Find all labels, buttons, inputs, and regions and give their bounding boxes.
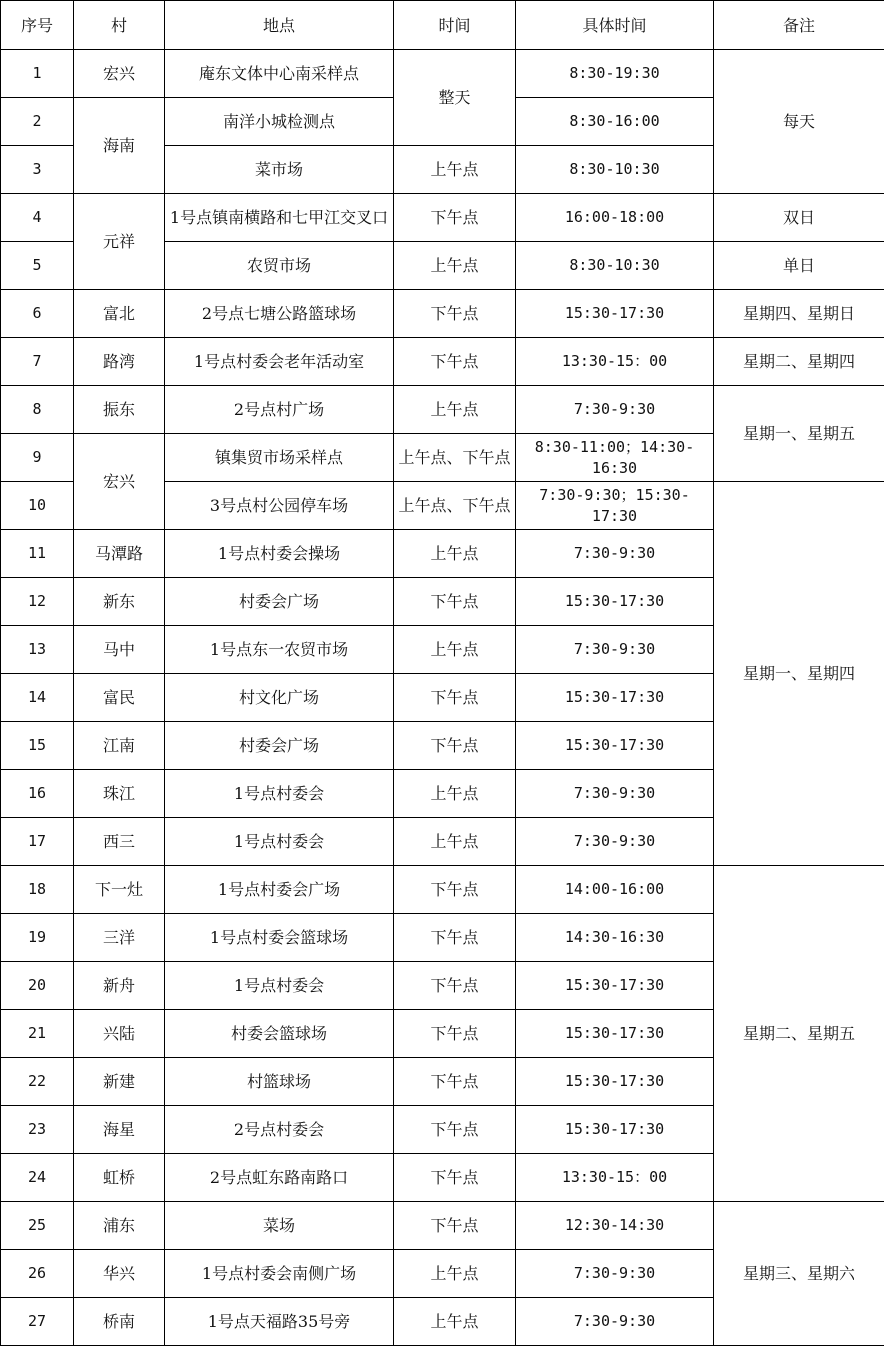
header-time: 具体时间 [516, 1, 714, 50]
cell-place: 菜市场 [165, 146, 394, 194]
cell-period: 下午点 [394, 194, 516, 242]
cell-time: 15:30-17:30 [516, 962, 714, 1010]
cell-place: 1号点东一农贸市场 [165, 626, 394, 674]
cell-no: 4 [1, 194, 74, 242]
cell-time: 13:30-15：00 [516, 1154, 714, 1202]
cell-village: 马潭路 [74, 530, 165, 578]
cell-period: 整天 [394, 50, 516, 146]
cell-time: 7:30-9:30 [516, 530, 714, 578]
cell-village: 兴陆 [74, 1010, 165, 1058]
cell-place: 1号点村委会 [165, 962, 394, 1010]
cell-time: 8:30-19:30 [516, 50, 714, 98]
cell-village: 珠江 [74, 770, 165, 818]
cell-village: 下一灶 [74, 866, 165, 914]
cell-no: 13 [1, 626, 74, 674]
cell-no: 18 [1, 866, 74, 914]
header-note: 备注 [714, 1, 884, 50]
cell-village: 振东 [74, 386, 165, 434]
cell-no: 17 [1, 818, 74, 866]
cell-no: 5 [1, 242, 74, 290]
cell-village: 虹桥 [74, 1154, 165, 1202]
cell-place: 菜场 [165, 1202, 394, 1250]
cell-place: 1号点村委会 [165, 818, 394, 866]
cell-no: 9 [1, 434, 74, 482]
cell-village: 海南 [74, 98, 165, 194]
cell-note: 星期四、星期日 [714, 290, 884, 338]
cell-village: 西三 [74, 818, 165, 866]
cell-no: 24 [1, 1154, 74, 1202]
cell-no: 2 [1, 98, 74, 146]
cell-period: 下午点 [394, 338, 516, 386]
cell-village: 新建 [74, 1058, 165, 1106]
cell-no: 27 [1, 1298, 74, 1346]
cell-time: 15:30-17:30 [516, 722, 714, 770]
cell-village: 桥南 [74, 1298, 165, 1346]
cell-time: 15:30-17:30 [516, 1010, 714, 1058]
header-row [1, 1, 884, 50]
cell-village: 宏兴 [74, 434, 165, 530]
cell-period: 下午点 [394, 866, 516, 914]
table-row [1, 50, 884, 98]
cell-time: 7:30-9:30；15:30-17:30 [516, 482, 714, 530]
cell-village: 海星 [74, 1106, 165, 1154]
cell-village: 华兴 [74, 1250, 165, 1298]
cell-village: 江南 [74, 722, 165, 770]
cell-place: 南洋小城检测点 [165, 98, 394, 146]
cell-period: 下午点 [394, 674, 516, 722]
cell-time: 8:30-10:30 [516, 242, 714, 290]
cell-period: 下午点 [394, 722, 516, 770]
table-row [1, 290, 884, 338]
cell-place: 1号点村委会广场 [165, 866, 394, 914]
cell-place: 村委会篮球场 [165, 1010, 394, 1058]
cell-note: 星期一、星期五 [714, 386, 884, 482]
cell-time: 7:30-9:30 [516, 386, 714, 434]
cell-village: 富北 [74, 290, 165, 338]
table-row [1, 194, 884, 242]
cell-place: 镇集贸市场采样点 [165, 434, 394, 482]
cell-time: 7:30-9:30 [516, 1298, 714, 1346]
cell-place: 1号点村委会老年活动室 [165, 338, 394, 386]
cell-place: 2号点村广场 [165, 386, 394, 434]
cell-no: 12 [1, 578, 74, 626]
cell-place: 村文化广场 [165, 674, 394, 722]
table-row [1, 1202, 884, 1250]
cell-village: 马中 [74, 626, 165, 674]
cell-period: 下午点 [394, 1058, 516, 1106]
cell-no: 16 [1, 770, 74, 818]
cell-village: 新舟 [74, 962, 165, 1010]
cell-period: 下午点 [394, 290, 516, 338]
cell-no: 10 [1, 482, 74, 530]
cell-period: 下午点 [394, 1010, 516, 1058]
cell-place: 1号点村委会南侧广场 [165, 1250, 394, 1298]
cell-no: 19 [1, 914, 74, 962]
cell-period: 上午点 [394, 386, 516, 434]
table-row [1, 386, 884, 434]
table-row [1, 866, 884, 914]
cell-time: 7:30-9:30 [516, 770, 714, 818]
cell-note: 星期一、星期四 [714, 482, 884, 866]
header-no: 序号 [1, 1, 74, 50]
cell-place: 村委会广场 [165, 722, 394, 770]
cell-time: 8:30-11:00；14:30-16:30 [516, 434, 714, 482]
cell-time: 7:30-9:30 [516, 818, 714, 866]
cell-place: 2号点村委会 [165, 1106, 394, 1154]
cell-place: 1号点村委会 [165, 770, 394, 818]
cell-village: 宏兴 [74, 50, 165, 98]
cell-time: 14:00-16:00 [516, 866, 714, 914]
cell-no: 25 [1, 1202, 74, 1250]
cell-place: 3号点村公园停车场 [165, 482, 394, 530]
cell-no: 6 [1, 290, 74, 338]
cell-place: 村委会广场 [165, 578, 394, 626]
cell-time: 7:30-9:30 [516, 626, 714, 674]
cell-period: 上午点、下午点 [394, 482, 516, 530]
cell-note: 星期三、星期六 [714, 1202, 884, 1346]
cell-village: 新东 [74, 578, 165, 626]
cell-place: 村篮球场 [165, 1058, 394, 1106]
cell-no: 11 [1, 530, 74, 578]
cell-no: 7 [1, 338, 74, 386]
header-village: 村 [74, 1, 165, 50]
cell-place: 1号点村委会操场 [165, 530, 394, 578]
cell-place: 2号点七塘公路篮球场 [165, 290, 394, 338]
cell-no: 14 [1, 674, 74, 722]
cell-no: 22 [1, 1058, 74, 1106]
cell-period: 下午点 [394, 1202, 516, 1250]
cell-period: 上午点 [394, 146, 516, 194]
cell-time: 14:30-16:30 [516, 914, 714, 962]
cell-note: 星期二、星期四 [714, 338, 884, 386]
cell-time: 15:30-17:30 [516, 578, 714, 626]
cell-period: 上午点 [394, 1250, 516, 1298]
cell-no: 20 [1, 962, 74, 1010]
cell-time: 12:30-14:30 [516, 1202, 714, 1250]
cell-village: 浦东 [74, 1202, 165, 1250]
cell-period: 上午点 [394, 626, 516, 674]
cell-period: 上午点 [394, 1298, 516, 1346]
cell-no: 23 [1, 1106, 74, 1154]
header-place: 地点 [165, 1, 394, 50]
cell-place: 1号点天福路35号旁 [165, 1298, 394, 1346]
cell-note: 每天 [714, 50, 884, 194]
cell-period: 下午点 [394, 1106, 516, 1154]
cell-note: 双日 [714, 194, 884, 242]
cell-no: 1 [1, 50, 74, 98]
cell-time: 8:30-16:00 [516, 98, 714, 146]
cell-period: 上午点 [394, 242, 516, 290]
cell-village: 三洋 [74, 914, 165, 962]
cell-note: 单日 [714, 242, 884, 290]
cell-time: 15:30-17:30 [516, 290, 714, 338]
cell-period: 上午点 [394, 818, 516, 866]
cell-place: 庵东文体中心南采样点 [165, 50, 394, 98]
cell-no: 26 [1, 1250, 74, 1298]
cell-no: 21 [1, 1010, 74, 1058]
cell-place: 1号点村委会篮球场 [165, 914, 394, 962]
cell-no: 15 [1, 722, 74, 770]
cell-time: 8:30-10:30 [516, 146, 714, 194]
table-row [1, 338, 884, 386]
cell-time: 15:30-17:30 [516, 1058, 714, 1106]
cell-period: 下午点 [394, 1154, 516, 1202]
cell-place: 农贸市场 [165, 242, 394, 290]
cell-place: 2号点虹东路南路口 [165, 1154, 394, 1202]
cell-no: 3 [1, 146, 74, 194]
cell-note: 星期二、星期五 [714, 866, 884, 1202]
cell-period: 下午点 [394, 962, 516, 1010]
cell-period: 上午点、下午点 [394, 434, 516, 482]
cell-period: 上午点 [394, 770, 516, 818]
cell-time: 15:30-17:30 [516, 1106, 714, 1154]
cell-time: 7:30-9:30 [516, 1250, 714, 1298]
cell-no: 8 [1, 386, 74, 434]
cell-time: 15:30-17:30 [516, 674, 714, 722]
cell-village: 元祥 [74, 194, 165, 290]
header-period: 时间 [394, 1, 516, 50]
cell-period: 下午点 [394, 578, 516, 626]
cell-time: 16:00-18:00 [516, 194, 714, 242]
cell-period: 下午点 [394, 914, 516, 962]
cell-village: 富民 [74, 674, 165, 722]
cell-place: 1号点镇南横路和七甲江交叉口 [165, 194, 394, 242]
cell-period: 上午点 [394, 530, 516, 578]
cell-village: 路湾 [74, 338, 165, 386]
cell-time: 13:30-15：00 [516, 338, 714, 386]
